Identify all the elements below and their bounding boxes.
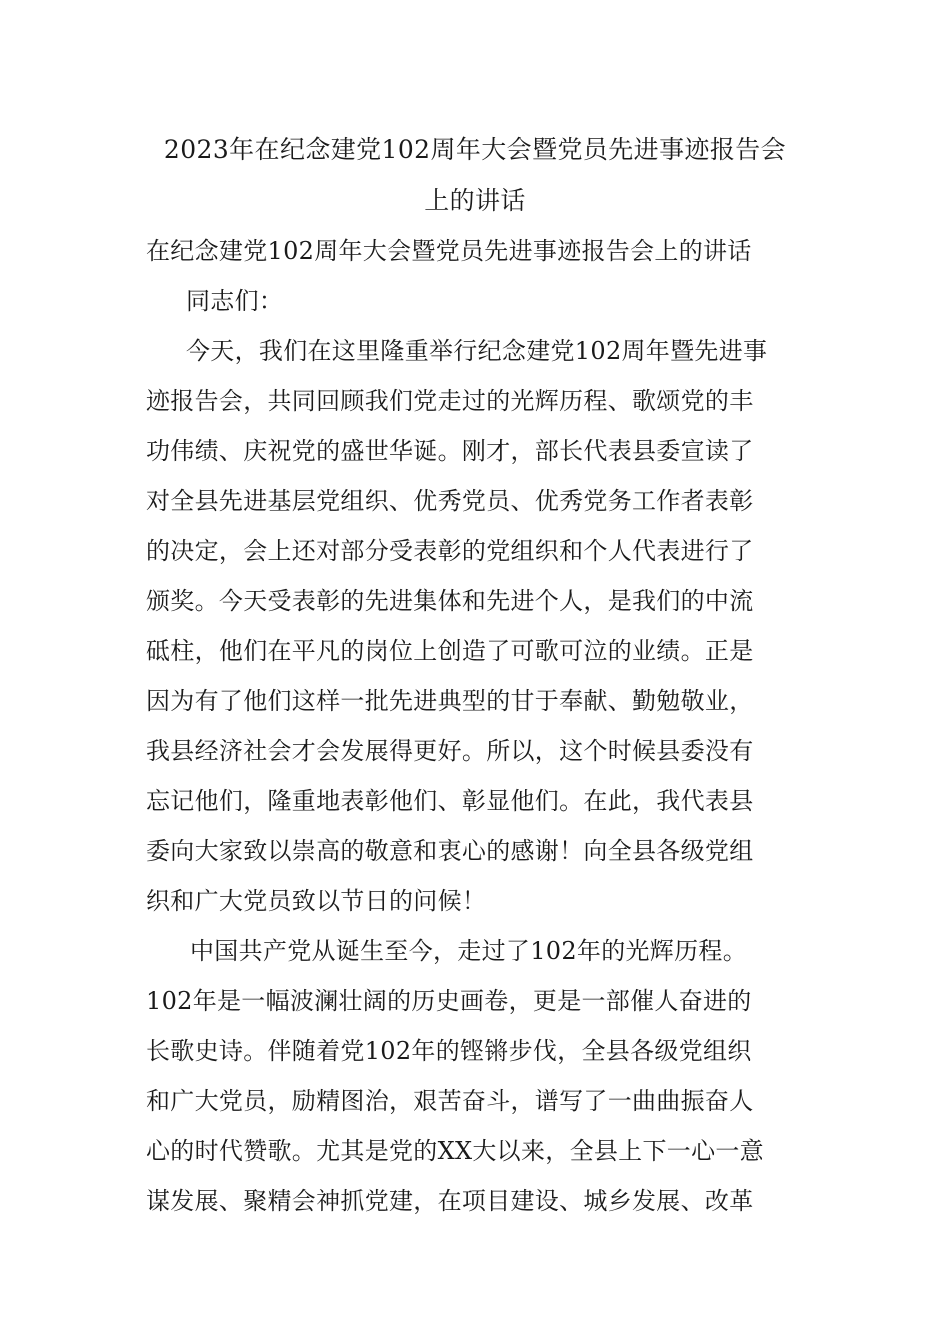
subtitle-line: 在纪念建党102周年大会暨党员先进事迹报告会上的讲话 (146, 237, 752, 265)
paragraph-2-line-1: 中国共产党从诞生至今，走过了102年的光辉历程。 (190, 937, 748, 965)
paragraph-1-line-9: 我县经济社会才会发展得更好。所以，这个时候县委没有 (146, 737, 754, 765)
paragraph-2-line-4: 和广大党员，励精图治，艰苦奋斗，谱写了一曲曲振奋人 (146, 1087, 754, 1115)
paragraph-2-line-6: 谋发展、聚精会神抓党建，在项目建设、城乡发展、改革 (146, 1187, 754, 1215)
paragraph-1-line-5: 的决定，会上还对部分受表彰的党组织和个人代表进行了 (146, 537, 754, 565)
paragraph-1-line-8: 因为有了他们这样一批先进典型的甘于奉献、勤勉敬业， (146, 687, 754, 715)
paragraph-1-line-7: 砥柱，他们在平凡的岗位上创造了可歌可泣的业绩。正是 (146, 637, 754, 665)
paragraph-1-line-12: 织和广大党员致以节日的问候！ (146, 887, 487, 915)
paragraph-1-line-2: 迹报告会，共同回顾我们党走过的光辉历程、歌颂党的丰 (146, 387, 754, 415)
paragraph-1-line-4: 对全县先进基层党组织、优秀党员、优秀党务工作者表彰 (146, 487, 754, 515)
salutation: 同志们： (186, 287, 284, 315)
paragraph-1-line-10: 忘记他们，隆重地表彰他们、彰显他们。在此，我代表县 (146, 787, 754, 815)
document-title-line-2: 上的讲话 (424, 186, 526, 215)
document-title-line-1: 2023年在纪念建党102周年大会暨党员先进事迹报告会 (163, 135, 787, 164)
paragraph-1-line-3: 功伟绩、庆祝党的盛世华诞。刚才，部长代表县委宣读了 (146, 437, 754, 465)
paragraph-2-line-2: 102年是一幅波澜壮阔的历史画卷，更是一部催人奋进的 (146, 987, 752, 1015)
paragraph-1-line-11: 委向大家致以崇高的敬意和衷心的感谢！向全县各级党组 (146, 837, 754, 865)
paragraph-2-line-5: 心的时代赞歌。尤其是党的XX大以来，全县上下一心一意 (146, 1137, 764, 1165)
paragraph-1-line-6: 颁奖。今天受表彰的先进集体和先进个人，是我们的中流 (146, 587, 754, 615)
paragraph-1-line-1: 今天，我们在这里隆重举行纪念建党102周年暨先进事 (186, 337, 768, 365)
paragraph-2-line-3: 长歌史诗。伴随着党102年的铿锵步伐，全县各级党组织 (146, 1037, 752, 1065)
